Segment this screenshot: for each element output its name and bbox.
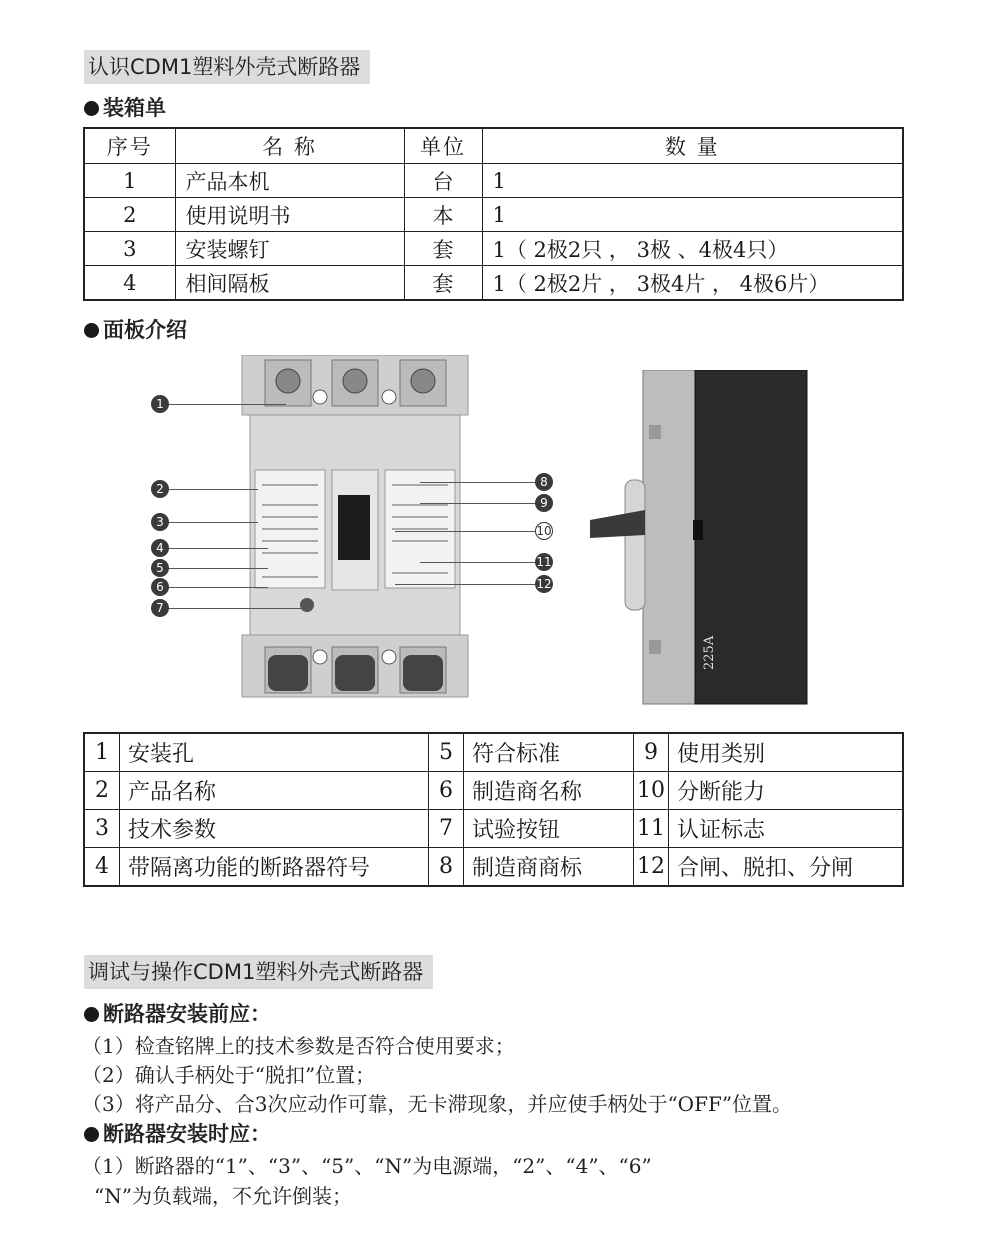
legend-label: 使用类别 — [669, 733, 904, 772]
legend-label: 带隔离功能的断路器符号 — [120, 848, 429, 887]
panel-legend-table — [83, 732, 904, 887]
callout-2: 2 — [151, 480, 169, 498]
bullet-icon — [84, 1007, 99, 1022]
callout-11: 11 — [536, 555, 552, 569]
cell-quantity: 1（ 2极2片 ， 3极4片 ， 4极6片） — [482, 266, 903, 301]
cell-quantity: 1 — [482, 164, 903, 198]
bullet-icon — [84, 1127, 99, 1142]
callout-6: 6 — [151, 578, 169, 596]
during-item: “N”为负载端，不允许倒装； — [94, 1184, 352, 1208]
callout-12: 12 — [536, 577, 552, 591]
cell-unit: 台 — [404, 164, 482, 198]
before-install-title: 断路器安装前应： — [84, 998, 271, 1028]
cell-index: 4 — [84, 266, 175, 301]
legend-number: 6 — [429, 772, 464, 810]
col-header: 单位 — [404, 128, 482, 164]
cell-unit: 套 — [404, 232, 482, 266]
cell-index: 2 — [84, 198, 175, 232]
table-row — [84, 232, 903, 266]
legend-number: 3 — [84, 810, 120, 848]
cell-index: 3 — [84, 232, 175, 266]
legend-number: 4 — [84, 848, 120, 887]
callout-8: 8 — [535, 473, 553, 491]
before-item: （1）检查铭牌上的技术参数是否符合使用要求； — [82, 1034, 515, 1058]
legend-label: 制造商名称 — [464, 772, 634, 810]
legend-label: 符合标准 — [464, 733, 634, 772]
callout-7: 7 — [151, 599, 169, 617]
cell-unit: 套 — [404, 266, 482, 301]
cell-quantity: 1 — [482, 198, 903, 232]
legend-label: 产品名称 — [120, 772, 429, 810]
callout-9: 9 — [535, 494, 553, 512]
legend-number: 7 — [429, 810, 464, 848]
callout-5: 5 — [151, 559, 169, 577]
during-item: （1）断路器的“1”、“3”、“5”、“N”为电源端，“2”、“4”、“6” — [82, 1154, 652, 1178]
callout-3: 3 — [151, 513, 169, 531]
cell-quantity: 1（ 2极2只 ， 3极 、4极4只） — [482, 232, 903, 266]
legend-label: 认证标志 — [669, 810, 904, 848]
panel-intro-title: 面板介绍 — [84, 314, 187, 344]
table-row — [84, 810, 903, 848]
legend-label: 试验按钮 — [464, 810, 634, 848]
table-row — [84, 266, 903, 301]
bullet-icon — [84, 323, 99, 338]
table-row — [84, 198, 903, 232]
legend-number: 2 — [84, 772, 120, 810]
section-title-operation: 调试与操作CDM1塑料外壳式断路器 — [84, 955, 433, 989]
section-title-recognize: 认识CDM1塑料外壳式断路器 — [84, 50, 370, 84]
before-item: （3）将产品分、合3次应动作可靠，无卡滞现象，并应使手柄处于“OFF”位置。 — [82, 1092, 793, 1116]
cell-name: 安装螺钉 — [175, 232, 404, 266]
cell-index: 1 — [84, 164, 175, 198]
bullet-icon — [84, 101, 99, 116]
cell-name: 使用说明书 — [175, 198, 404, 232]
legend-label: 分断能力 — [669, 772, 904, 810]
packing-list-table — [83, 127, 904, 301]
legend-number: 11 — [634, 810, 669, 848]
legend-number: 1 — [84, 733, 120, 772]
callout-10: 10 — [536, 524, 552, 538]
legend-label: 合闸、脱扣、分闸 — [669, 848, 904, 887]
table-header-row — [84, 128, 903, 164]
during-install-title: 断路器安装时应： — [84, 1118, 271, 1148]
before-item: （2）确认手柄处于“脱扣”位置； — [82, 1063, 376, 1087]
table-row — [84, 848, 903, 887]
callout-1: 1 — [151, 395, 169, 413]
cell-name: 相间隔板 — [175, 266, 404, 301]
legend-number: 8 — [429, 848, 464, 887]
table-row — [84, 772, 903, 810]
table-row — [84, 164, 903, 198]
packing-list-title: 装箱单 — [84, 92, 166, 122]
legend-number: 5 — [429, 733, 464, 772]
table-row — [84, 733, 903, 772]
legend-label: 安装孔 — [120, 733, 429, 772]
col-header: 名 称 — [175, 128, 404, 164]
legend-number: 9 — [634, 733, 669, 772]
col-header: 序号 — [84, 128, 175, 164]
col-header: 数 量 — [482, 128, 903, 164]
cell-unit: 本 — [404, 198, 482, 232]
legend-number: 10 — [634, 772, 669, 810]
breaker-front-illustration — [240, 355, 470, 700]
callout-4: 4 — [151, 539, 169, 557]
cell-name: 产品本机 — [175, 164, 404, 198]
legend-label: 技术参数 — [120, 810, 429, 848]
rating-label: 225A — [702, 635, 717, 670]
legend-label: 制造商商标 — [464, 848, 634, 887]
legend-number: 12 — [634, 848, 669, 887]
breaker-side-illustration — [585, 370, 810, 706]
